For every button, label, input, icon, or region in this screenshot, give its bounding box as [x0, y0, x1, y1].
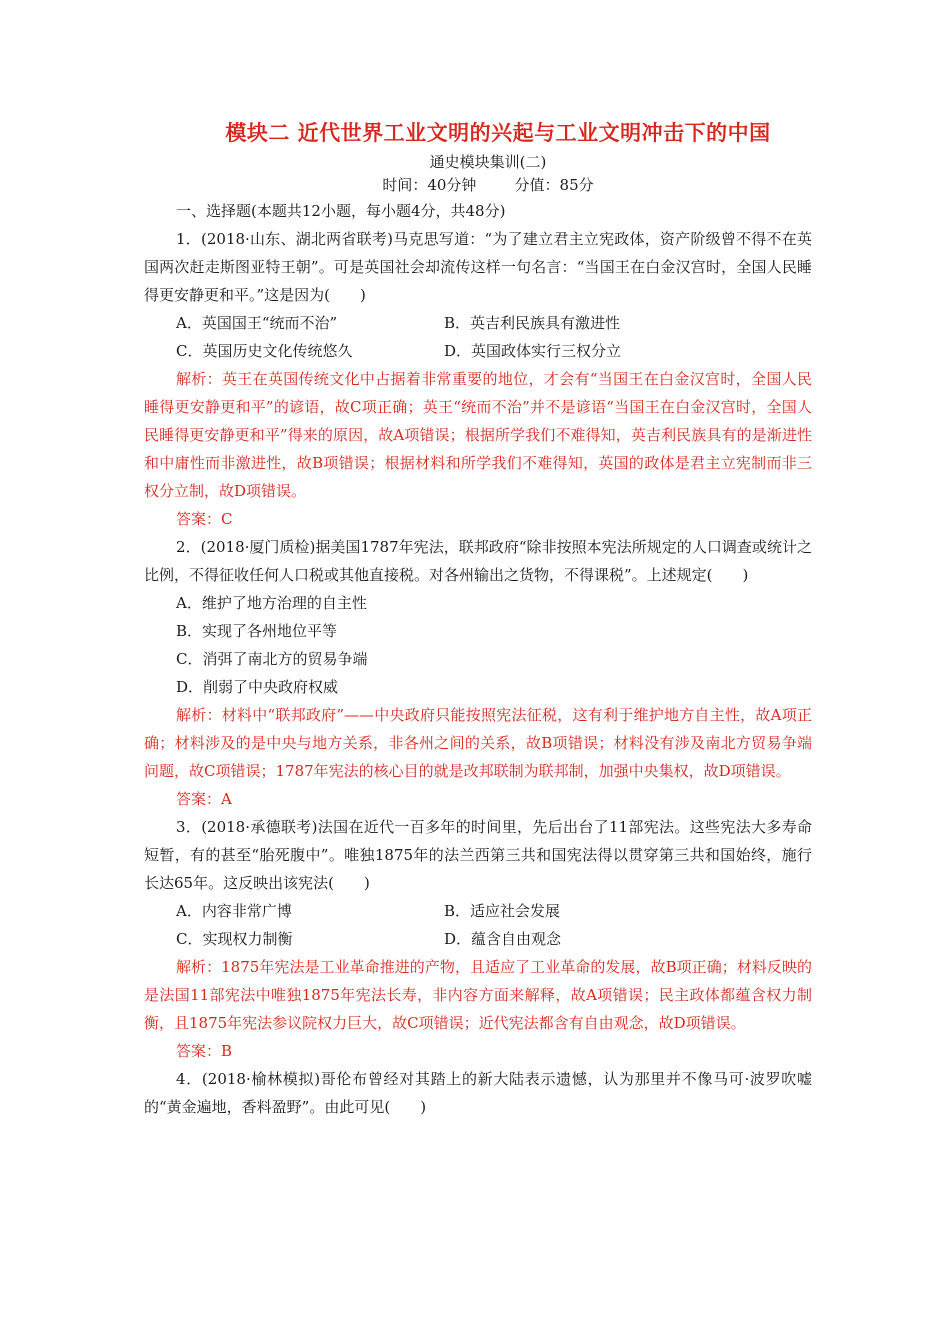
question-2-stem: 2．(2018·厦门质检)据美国1787年宪法，联邦政府“除非按照本宪法所规定的人口调查或统计之比例，不得征收任何人口税或其他直接税。对各州输出之货物，不得课税”。上述规定( ): [144, 538, 812, 584]
question-1-option-c: C．英国历史文化传统悠久: [176, 342, 353, 360]
question-3-option-c: C．实现权力制衡: [176, 930, 293, 948]
section-heading: 一、选择题(本题共12小题，每小题4分，共48分): [176, 202, 506, 220]
question-3-stem: 3．(2018·承德联考)法国在近代一百多年的时间里，先后出台了11部宪法。这些宪法大多寿命短暂，有的甚至“胎死腹中”。唯独1875年的法兰西第三共和国宪法得以贯穿第三共和国始终，施行长达65年。这反映出该宪法( ): [144, 818, 812, 892]
question-2-option-c: C．消弭了南北方的贸易争端: [176, 650, 368, 668]
question-3-options-row-1: [144, 897, 812, 925]
question-1-options-row-2: [144, 337, 812, 365]
question-2-option-d: D．削弱了中央政府权威: [176, 678, 339, 696]
question-3-options-row-2: [144, 925, 812, 953]
question-3-option-d: D．蕴含自由观念: [444, 930, 562, 948]
module-title: 模块二 近代世界工业文明的兴起与工业文明冲击下的中国: [225, 120, 771, 145]
question-3-option-b: B．适应社会发展: [444, 902, 561, 920]
question-2-option-a: A．维护了地方治理的自主性: [176, 594, 367, 612]
question-3-analysis: 解析：1875年宪法是工业革命推进的产物，且适应了工业革命的发展，故B项正确；材料反映的是法国11部宪法中唯独1875年宪法长寿，非内容方面来解释，故A项错误；民主政体都蕴含权力制衡，且1875年宪法参议院权力巨大，故C项错误；近代宪法都含有自由观念，故D项错误。: [144, 958, 812, 1032]
question-3-option-a: A．内容非常广博: [176, 902, 292, 920]
document-content: [144, 118, 812, 1121]
question-3-answer: 答案：B: [176, 1042, 233, 1060]
question-1-option-d: D．英国政体实行三权分立: [444, 342, 622, 360]
question-1-stem: 1．(2018·山东、湖北两省联考)马克思写道：“为了建立君主立宪政体，资产阶级曾不得不在英国两次赶走斯图亚特王朝”。可是英国社会却流传这样一句名言：“当国王在白金汉宫时，全国人民睡得更安静更和平。”这是因为( ): [144, 230, 812, 304]
question-1-options-row-1: [144, 309, 812, 337]
time-and-score: 时间：40分钟 分值：85分: [382, 176, 594, 194]
question-2-option-b: B．实现了各州地位平等: [176, 622, 338, 640]
question-1-analysis: 解析：英王在英国传统文化中占据着非常重要的地位，才会有“当国王在白金汉宫时，全国人民睡得更安静更和平”的谚语，故C项正确；英王“统而不治”并不是谚语“当国王在白金汉宫时，全国人民睡得更安静更和平”得来的原因，故A项错误；根据所学我们不难得知，英吉利民族具有的是渐进性和中庸性而非激进性，故B项错误；根据材料和所学我们不难得知，英国的政体是君主立宪制而非三权分立制，故D项错误。: [144, 370, 812, 500]
module-subtitle: 通史模块集训(二): [429, 153, 547, 171]
question-2-analysis: 解析：材料中“联邦政府”——中央政府只能按照宪法征税，这有利于维护地方自主性，故A项正确；材料涉及的是中央与地方关系，非各州之间的关系，故B项错误；材料没有涉及南北方贸易争端问题，故C项错误；1787年宪法的核心目的就是改邦联制为联邦制，加强中央集权，故D项错误。: [144, 706, 812, 780]
question-1-option-a: A．英国国王“统而不治”: [176, 314, 338, 332]
question-1-option-b: B．英吉利民族具有激进性: [444, 314, 621, 332]
question-1-answer: 答案：C: [176, 510, 233, 528]
question-2-answer: 答案：A: [176, 790, 232, 808]
question-4-stem: 4．(2018·榆林模拟)哥伦布曾经对其踏上的新大陆表示遗憾，认为那里并不像马可·波罗吹嘘的“黄金遍地，香料盈野”。由此可见( ): [144, 1070, 812, 1116]
